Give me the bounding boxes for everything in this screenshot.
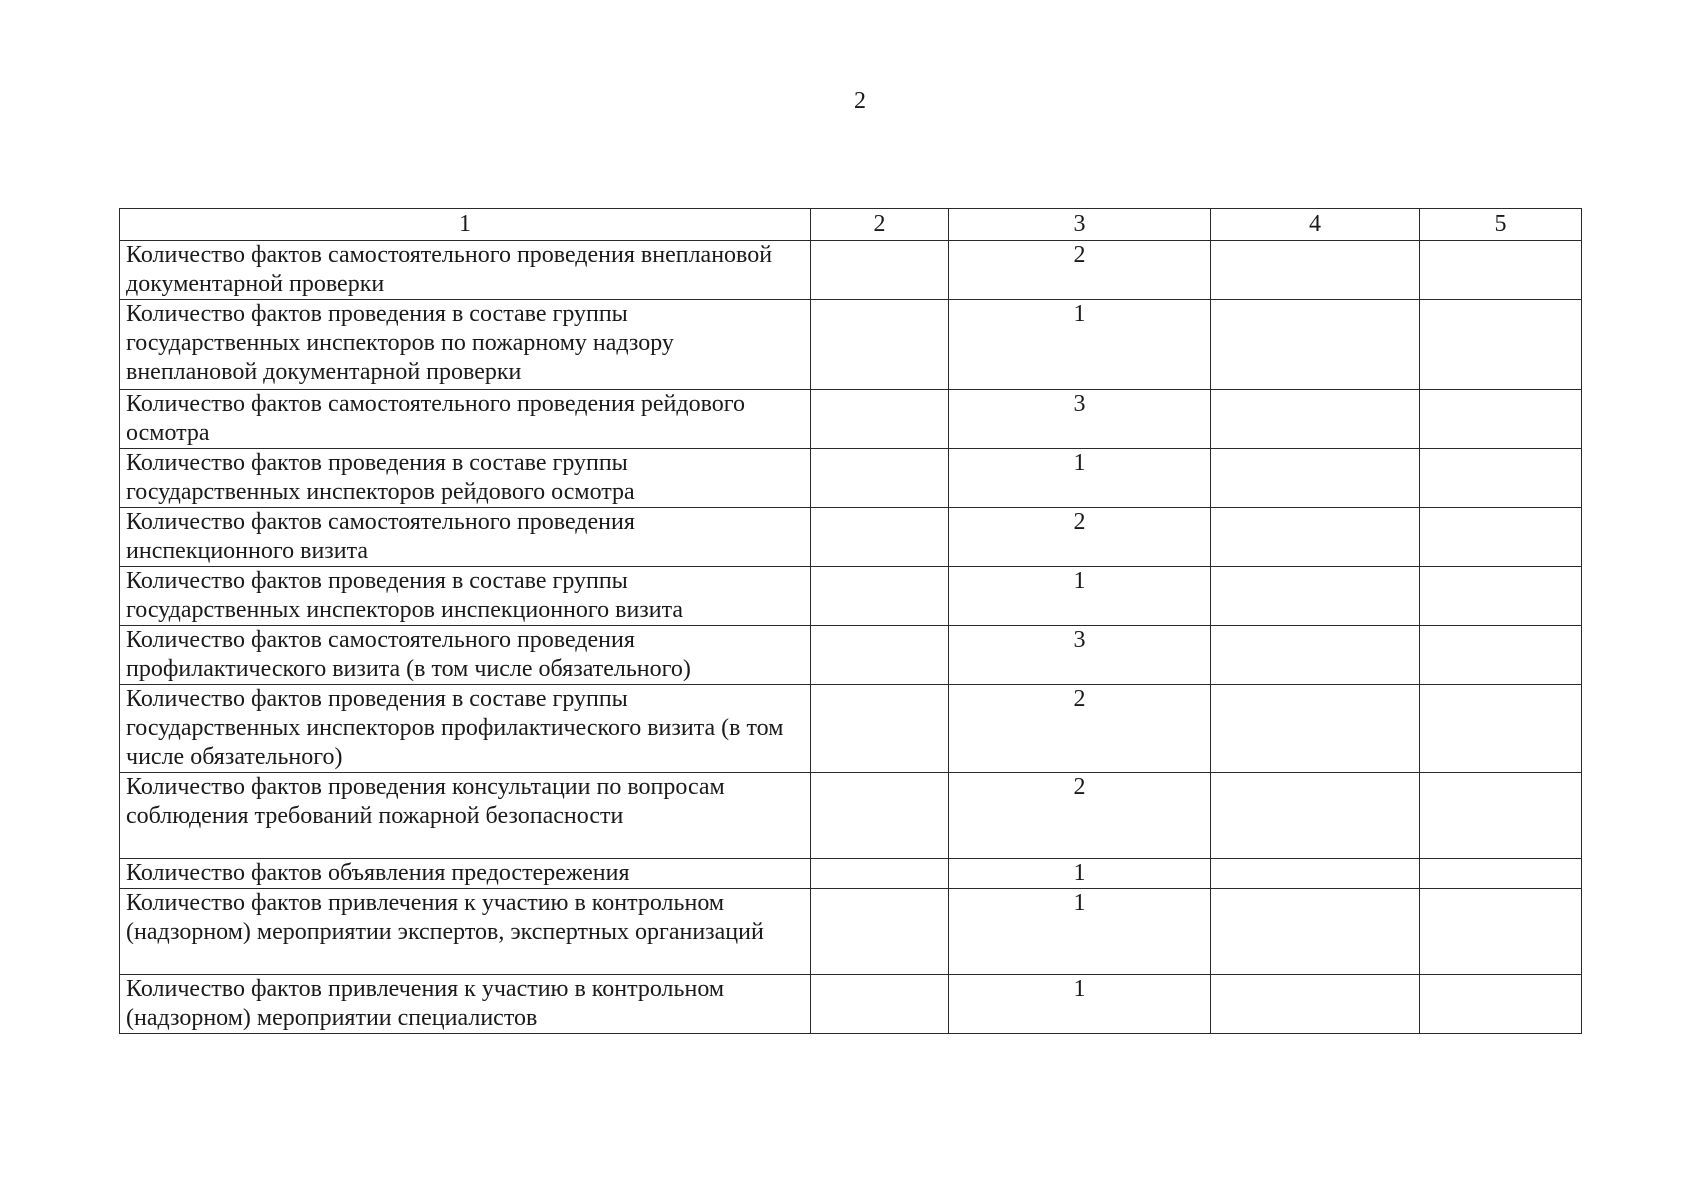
row-label: Количество фактов привлечения к участию в контрольном (надзорном) мероприятии экспертов, экспертных организаций bbox=[120, 889, 811, 975]
table-header-row bbox=[120, 209, 1582, 241]
table-row bbox=[120, 567, 1582, 626]
table-row bbox=[120, 241, 1582, 300]
row-value-col2 bbox=[811, 773, 949, 859]
row-value-col2 bbox=[811, 685, 949, 773]
row-label: Количество фактов самостоятельного проведения рейдового осмотра bbox=[120, 390, 811, 449]
row-value-col4 bbox=[1211, 773, 1420, 859]
row-value-col5 bbox=[1420, 449, 1582, 508]
row-value-col4 bbox=[1211, 567, 1420, 626]
row-value-col2 bbox=[811, 449, 949, 508]
row-value-col2 bbox=[811, 889, 949, 975]
row-value-col4 bbox=[1211, 390, 1420, 449]
column-header: 4 bbox=[1211, 209, 1420, 241]
row-value-col3: 1 bbox=[949, 449, 1211, 508]
row-value-col5 bbox=[1420, 975, 1582, 1034]
column-header: 1 bbox=[120, 209, 811, 241]
row-value-col3: 1 bbox=[949, 889, 1211, 975]
row-value-col2 bbox=[811, 626, 949, 685]
column-header: 2 bbox=[811, 209, 949, 241]
row-label: Количество фактов проведения в составе группы государственных инспекторов профилактического визита (в том числе обязательного) bbox=[120, 685, 811, 773]
row-value-col4 bbox=[1211, 889, 1420, 975]
row-value-col3: 2 bbox=[949, 508, 1211, 567]
row-value-col4 bbox=[1211, 449, 1420, 508]
row-value-col5 bbox=[1420, 241, 1582, 300]
table-row bbox=[120, 685, 1582, 773]
row-value-col3: 1 bbox=[949, 567, 1211, 626]
row-value-col4 bbox=[1211, 859, 1420, 889]
row-label: Количество фактов самостоятельного проведения внеплановой документарной проверки bbox=[120, 241, 811, 300]
row-value-col5 bbox=[1420, 300, 1582, 390]
row-value-col3: 1 bbox=[949, 300, 1211, 390]
row-label: Количество фактов привлечения к участию в контрольном (надзорном) мероприятии специалистов bbox=[120, 975, 811, 1034]
row-label: Количество фактов самостоятельного проведения инспекционного визита bbox=[120, 508, 811, 567]
row-value-col5 bbox=[1420, 626, 1582, 685]
row-value-col5 bbox=[1420, 390, 1582, 449]
row-value-col3: 2 bbox=[949, 241, 1211, 300]
row-value-col4 bbox=[1211, 508, 1420, 567]
report-table bbox=[119, 208, 1582, 1034]
row-value-col3: 1 bbox=[949, 859, 1211, 889]
row-value-col3: 2 bbox=[949, 685, 1211, 773]
row-value-col2 bbox=[811, 300, 949, 390]
row-value-col2 bbox=[811, 859, 949, 889]
row-value-col3: 1 bbox=[949, 975, 1211, 1034]
row-label: Количество фактов проведения в составе группы государственных инспекторов по пожарному надзору внеплановой документарной проверки bbox=[120, 300, 811, 390]
row-value-col5 bbox=[1420, 567, 1582, 626]
table-row bbox=[120, 449, 1582, 508]
row-value-col5 bbox=[1420, 508, 1582, 567]
row-value-col2 bbox=[811, 241, 949, 300]
row-label: Количество фактов проведения в составе группы государственных инспекторов инспекционного визита bbox=[120, 567, 811, 626]
column-header: 3 bbox=[949, 209, 1211, 241]
table-row bbox=[120, 889, 1582, 975]
row-value-col2 bbox=[811, 567, 949, 626]
table-row bbox=[120, 390, 1582, 449]
row-value-col4 bbox=[1211, 300, 1420, 390]
row-value-col3: 3 bbox=[949, 626, 1211, 685]
table-row bbox=[120, 859, 1582, 889]
table-row bbox=[120, 626, 1582, 685]
row-value-col3: 2 bbox=[949, 773, 1211, 859]
row-value-col2 bbox=[811, 508, 949, 567]
row-label: Количество фактов объявления предостережения bbox=[120, 859, 811, 889]
table-row bbox=[120, 773, 1582, 859]
row-value-col5 bbox=[1420, 859, 1582, 889]
row-label: Количество фактов проведения консультации по вопросам соблюдения требований пожарной безопасности bbox=[120, 773, 811, 859]
row-value-col5 bbox=[1420, 773, 1582, 859]
column-header: 5 bbox=[1420, 209, 1582, 241]
row-value-col5 bbox=[1420, 685, 1582, 773]
page-number: 2 bbox=[854, 88, 866, 114]
row-label: Количество фактов самостоятельного проведения профилактического визита (в том числе обязательного) bbox=[120, 626, 811, 685]
row-label: Количество фактов проведения в составе группы государственных инспекторов рейдового осмотра bbox=[120, 449, 811, 508]
row-value-col3: 3 bbox=[949, 390, 1211, 449]
row-value-col4 bbox=[1211, 685, 1420, 773]
table-row bbox=[120, 975, 1582, 1034]
row-value-col4 bbox=[1211, 626, 1420, 685]
table-row bbox=[120, 300, 1582, 390]
row-value-col2 bbox=[811, 390, 949, 449]
row-value-col4 bbox=[1211, 241, 1420, 300]
table-row bbox=[120, 508, 1582, 567]
row-value-col2 bbox=[811, 975, 949, 1034]
row-value-col5 bbox=[1420, 889, 1582, 975]
row-value-col4 bbox=[1211, 975, 1420, 1034]
